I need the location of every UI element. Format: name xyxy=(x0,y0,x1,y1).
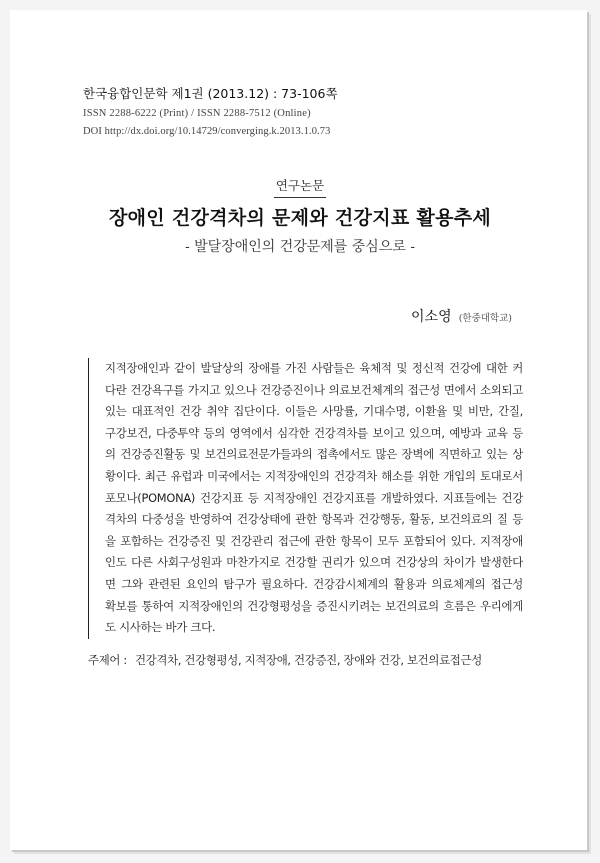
keywords xyxy=(88,652,482,668)
keywords-label: 주제어 : xyxy=(88,653,127,667)
abstract-line: 도 시사하는 바가 크다. xyxy=(105,620,216,635)
author-line xyxy=(411,306,512,326)
doi-line: DOI http://dx.doi.org/10.14729/converging.k.2013.1.0.73 xyxy=(83,126,331,137)
abstract-line: 격차의 다중성을 반영하여 건강상태에 관한 항목과 건강행동, 활동, 보건의료의 질 등 xyxy=(105,512,523,527)
keywords-list: 건강격차, 건강형평성, 지적장애, 건강증진, 장애와 건강, 보건의료접근성 xyxy=(134,653,482,667)
abstract-block xyxy=(88,358,525,639)
abstract-line: 지적장애인과 같이 발달상의 장애를 가진 사람들은 육체적 및 정신적 건강에 대한 커 xyxy=(105,361,523,375)
journal-citation: 한국융합인문학 제1권 (2013.12) : 73-106쪽 xyxy=(83,86,338,101)
abstract-line: 있는 대표적인 건강 취약 집단이다. 이들은 사망률, 기대수명, 이환율 및 비만, 간질, xyxy=(105,404,523,419)
abstract-line: 황이다. 최근 유럽과 미국에서는 지적장애인의 건강격차 해소를 위한 개입의 토대로서 xyxy=(105,468,523,483)
abstract-line: 을 포함하는 건강증진 및 건강관리 접근에 관한 항목이 모두 포함되어 있다. 지적장애 xyxy=(105,533,523,548)
abstract-line: 인도 다른 사회구성원과 마찬가지로 건강할 권리가 있으며 건강상의 차이가 발생한다 xyxy=(105,555,523,570)
article-category-label: 연구논문 xyxy=(274,176,326,198)
issn-line: ISSN 2288-6222 (Print) / ISSN 2288-7512 (Online) xyxy=(83,108,311,119)
author-affiliation: (한중대학교) xyxy=(458,313,512,324)
abstract-line: 확보를 통하여 지적장애인의 건강형평성을 증진시키려는 보건의료의 흐름은 우리에게 xyxy=(105,598,523,613)
article-subtitle: - 발달장애인의 건강문제를 중심으로 - xyxy=(184,239,416,255)
abstract-line: 면 그와 관련된 요인의 탐구가 필요하다. 건강감시체계의 활용과 의료체계의 접근성 xyxy=(105,576,523,591)
abstract-line: 구강보건, 다중투약 등의 영역에서 심각한 건강격차를 보이고 있으며, 예방과 교육 등 xyxy=(105,425,523,440)
author-name: 이소영 xyxy=(411,309,452,325)
abstract-line: 다란 건강욕구를 가지고 있으나 건강증진이나 의료보건체계의 접근성 면에서 소외되고 xyxy=(105,382,523,397)
abstract-line: 의 건강증진활동 및 보건의료전문가들과의 접촉에서도 많은 장벽에 직면하고 있는 상 xyxy=(105,447,523,462)
article-category xyxy=(0,176,600,198)
article-title: 장애인 건강격차의 문제와 건강지표 활용추세 xyxy=(108,207,492,229)
abstract-line: 포모나(POMONA) 건강지표 등 지적장애인 건강지표를 개발하였다. 지표들에는 건강 xyxy=(105,490,523,505)
